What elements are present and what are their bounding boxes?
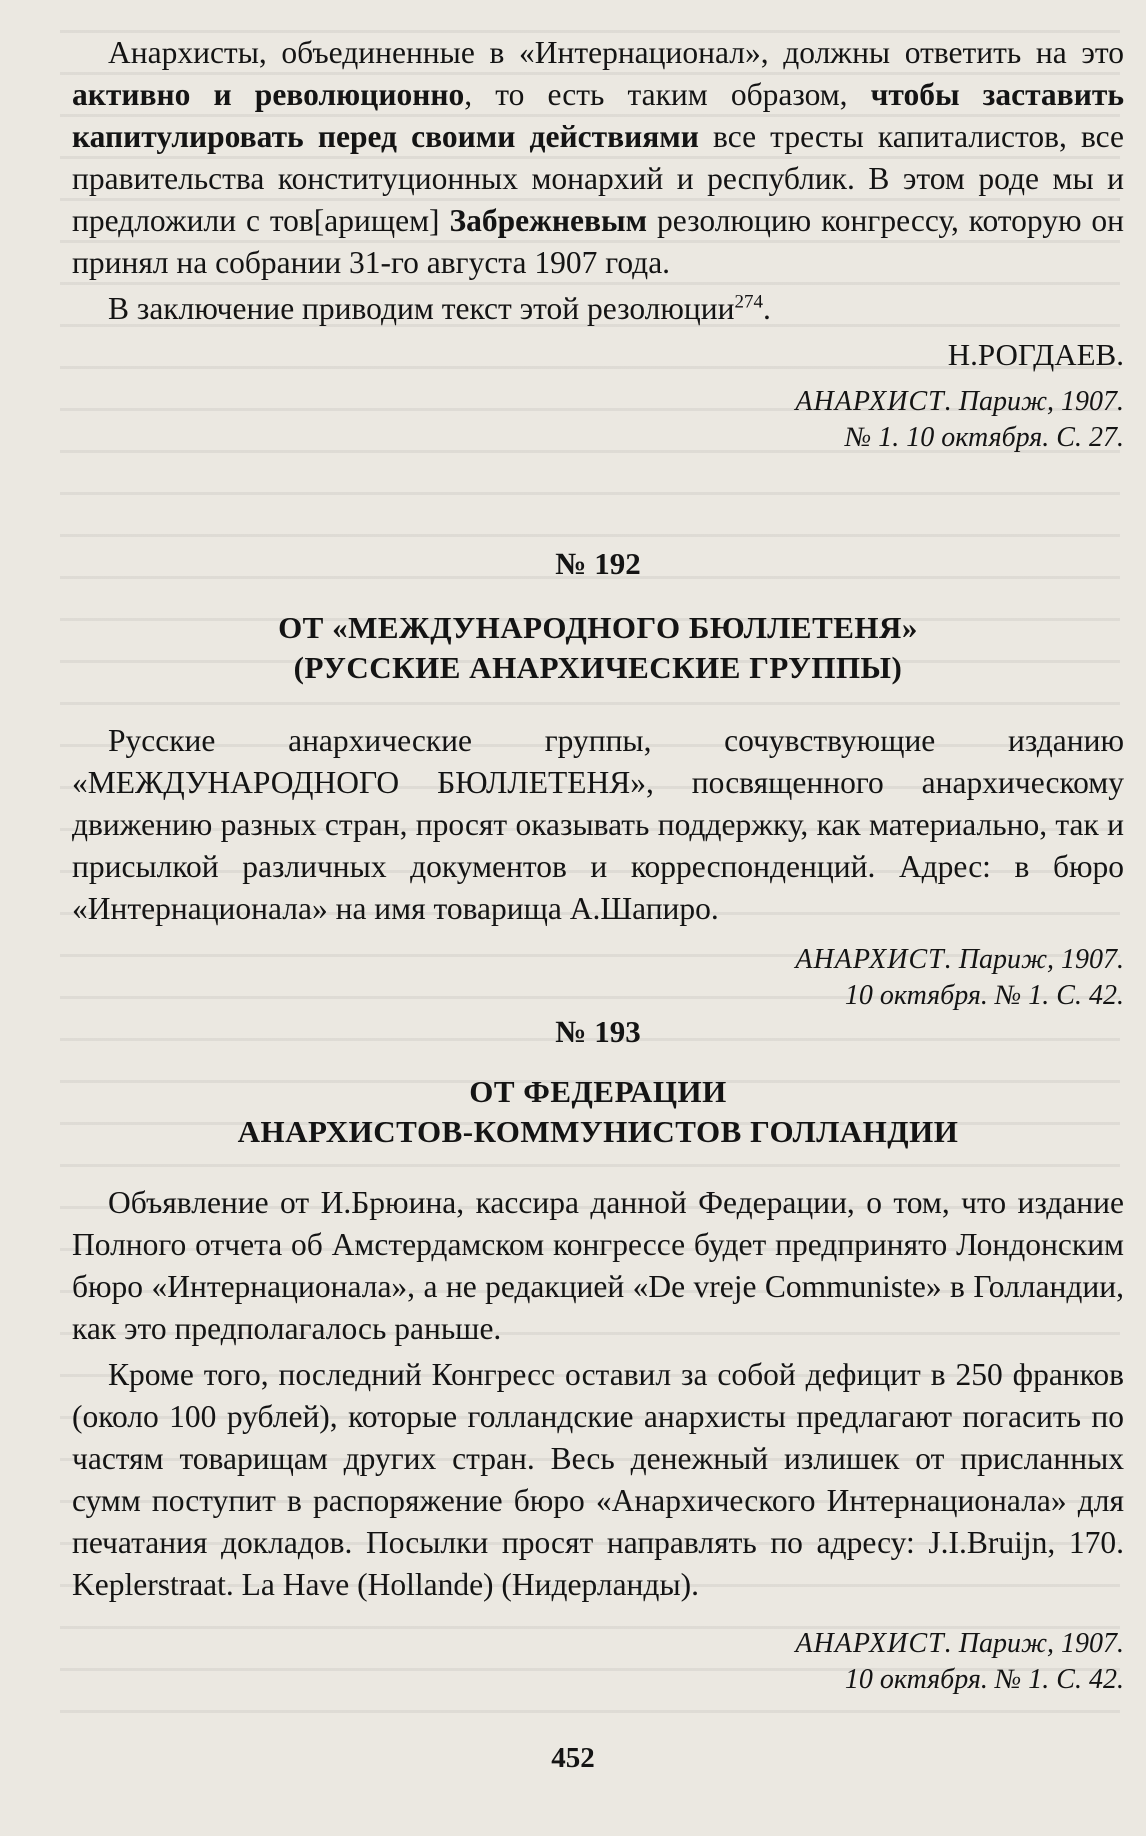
source-citation: АНАРХИСТ. Париж, 1907. № 1. 10 октября. С. 27. bbox=[795, 386, 1124, 453]
source-citation: АНАРХИСТ. Париж, 1907. 10 октября. № 1. С. 42. bbox=[795, 1628, 1124, 1695]
document-number: № 193 bbox=[555, 1014, 641, 1049]
document-title-line-2: АНАРХИСТОВ-КОММУНИСТОВ ГОЛЛАНДИИ bbox=[237, 1114, 959, 1149]
section-previous-document bbox=[72, 32, 1124, 456]
author-signature: Н.РОГДАЕВ. bbox=[947, 337, 1124, 372]
page-number: 452 bbox=[551, 1742, 595, 1774]
document-body-paragraph-2: Кроме того, последний Конгресс оставил за собой дефицит в 250 франков (около 100 рублей), которые голландские анархисты предлагают погасить по частям товарищам других стран. Весь денежный излишек от присланных сумм поступит в распоряжение бюро «Анархического Интернационала» для печатания докладов. Посылки просят направлять по адресу: J.I.Bruijn, 170. Keplerstraat. La Have (Hollande) (Нидерланды). bbox=[72, 1357, 1124, 1602]
paragraph-resolution-intro: В заключение приводим текст этой резолюции$^{274}$. bbox=[108, 291, 771, 326]
source-citation: АНАРХИСТ. Париж, 1907. 10 октября. № 1. С. 42. bbox=[795, 944, 1124, 1011]
document-title-line-1: ОТ «МЕЖДУНАРОДНОГО БЮЛЛЕТЕНЯ» bbox=[278, 610, 918, 645]
paragraph-conclusion: Анархисты, объединенные в «Интернационал», должны ответить на это активно и революционно, то есть таким образом, чтобы заставить капитулировать перед своими действиями все тресты капиталистов, все правительства конституционных монархий и республик. В этом роде мы и предложили с тов[арищем] Забрежневым резолюцию конгрессу, которую он принял на собрании 31-го августа 1907 года. bbox=[72, 35, 1124, 280]
section-document-192 bbox=[72, 544, 1124, 1014]
footnote-ref: 274 bbox=[734, 291, 763, 313]
section-document-193 bbox=[72, 1012, 1124, 1698]
document-body-paragraph-1: Объявление от И.Брюина, кассира данной Федерации, о том, что издание Полного отчета об Амстердамском конгрессе будет предпринято Лондонским бюро «Интернационала», а не редакцией «De vreje Communiste» в Голландии, как это предполагалось раньше. bbox=[72, 1185, 1124, 1346]
document-number: № 192 bbox=[555, 546, 641, 581]
document-title-line-2: (РУССКИЕ АНАРХИЧЕСКИЕ ГРУППЫ) bbox=[293, 650, 903, 685]
document-body: Русские анархические группы, сочувствующие изданию «МЕЖДУНАРОДНОГО БЮЛЛЕТЕНЯ», посвященного анархическому движению разных стран, просят оказывать поддержку, как материально, так и присылкой различных документов и корреспонденций. Адрес: в бюро «Интернационала» на имя товарища А.Шапиро. bbox=[72, 723, 1124, 926]
document-title-line-1: ОТ ФЕДЕРАЦИИ bbox=[469, 1074, 727, 1109]
